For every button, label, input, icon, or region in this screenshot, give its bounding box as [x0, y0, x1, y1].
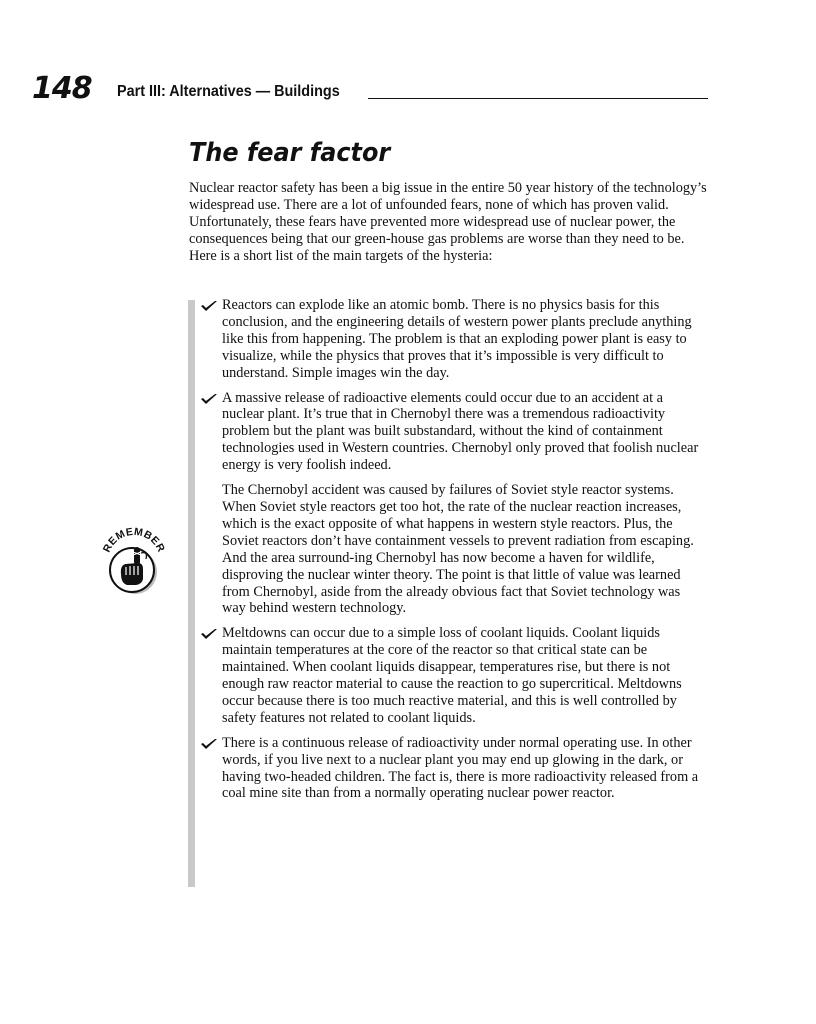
check-mark-icon	[200, 393, 218, 405]
page-number: 148	[32, 71, 92, 106]
list-item	[200, 625, 706, 726]
remember-icon	[96, 521, 172, 597]
section-title: The fear factor	[189, 138, 391, 168]
header-rule	[368, 98, 708, 99]
bullet-list	[200, 297, 706, 810]
list-item	[200, 390, 706, 475]
intro-paragraph: Nuclear reactor safety has been a big issue in the entire 50 year history of the technology’s widespread use. There are a lot of unfounded fears, none of which has proven valid. Unfortunately, these fears have prevented more widespread use of nuclear power, the consequences being that our green-house gas problems are worse than they need to be. Here is a short list of the main targets of the hysteria:	[189, 180, 707, 265]
page-header	[32, 72, 708, 106]
remember-sidebar-bar	[188, 300, 195, 887]
check-mark-icon	[200, 300, 218, 312]
bullet-text: Reactors can explode like an atomic bomb. There is no physics basis for this conclusion, and the engineering details of western power plants preclude anything like this from happening. The problem is that an exploding power plant is easy to visualize, while the physics that proves that it’s impossible is very difficult to understand. Simple images win the day.	[222, 297, 692, 381]
bullet-text: There is a continuous release of radioactivity under normal operating use. In other words, if you live next to a nuclear plant you may end up glowing in the dark, or having two-headed children. The fact is, there is more radioactivity released from a coal mine site than from a normally operating nuclear power reactor.	[222, 734, 699, 802]
bullet-text: Meltdowns can occur due to a simple loss of coolant liquids. Coolant liquids maintain temperatures at the core of the reactor so that critical state can be maintained. When coolant liquids disappear, temperatures rise, but there is not enough raw reactor material to cause the reaction to go supercritical. Meltdowns occur because there is too much reactive material, and this is well controlled by safety features not related to coolant liquids.	[222, 625, 682, 726]
check-mark-icon	[200, 738, 218, 750]
bullet-text: A massive release of radioactive elements could occur due to an accident at a nuclear plant. It’s true that in Chernobyl there was a tremendous radioactivity problem but the plant was built substandard, without the kind of containment technologies used in Western countries. Chernobyl only proved that foolish nuclear energy is very foolish indeed.	[222, 389, 699, 474]
svg-text:REMEMBER: REMEMBER	[100, 525, 168, 555]
running-head: Part III: Alternatives — Buildings	[117, 83, 340, 100]
list-item	[200, 297, 706, 382]
remember-paragraph: The Chernobyl accident was caused by failures of Soviet style reactor systems. When Soviet style reactors get too hot, the rate of the nuclear reaction increases, which is the exact opposite of what happens in western style reactors. Plus, the Soviet reactors don’t have containment vessels to prevent radiation from escaping. And the area surround-ing Chernobyl has now become a haven for wildlife, disproving the nuclear winter theory. The point is that little of value was learned from Chernobyl, aside from the already obvious fact that Soviet technology was way behind western technology.	[222, 482, 694, 617]
check-mark-icon	[200, 628, 218, 640]
list-item	[200, 735, 706, 803]
